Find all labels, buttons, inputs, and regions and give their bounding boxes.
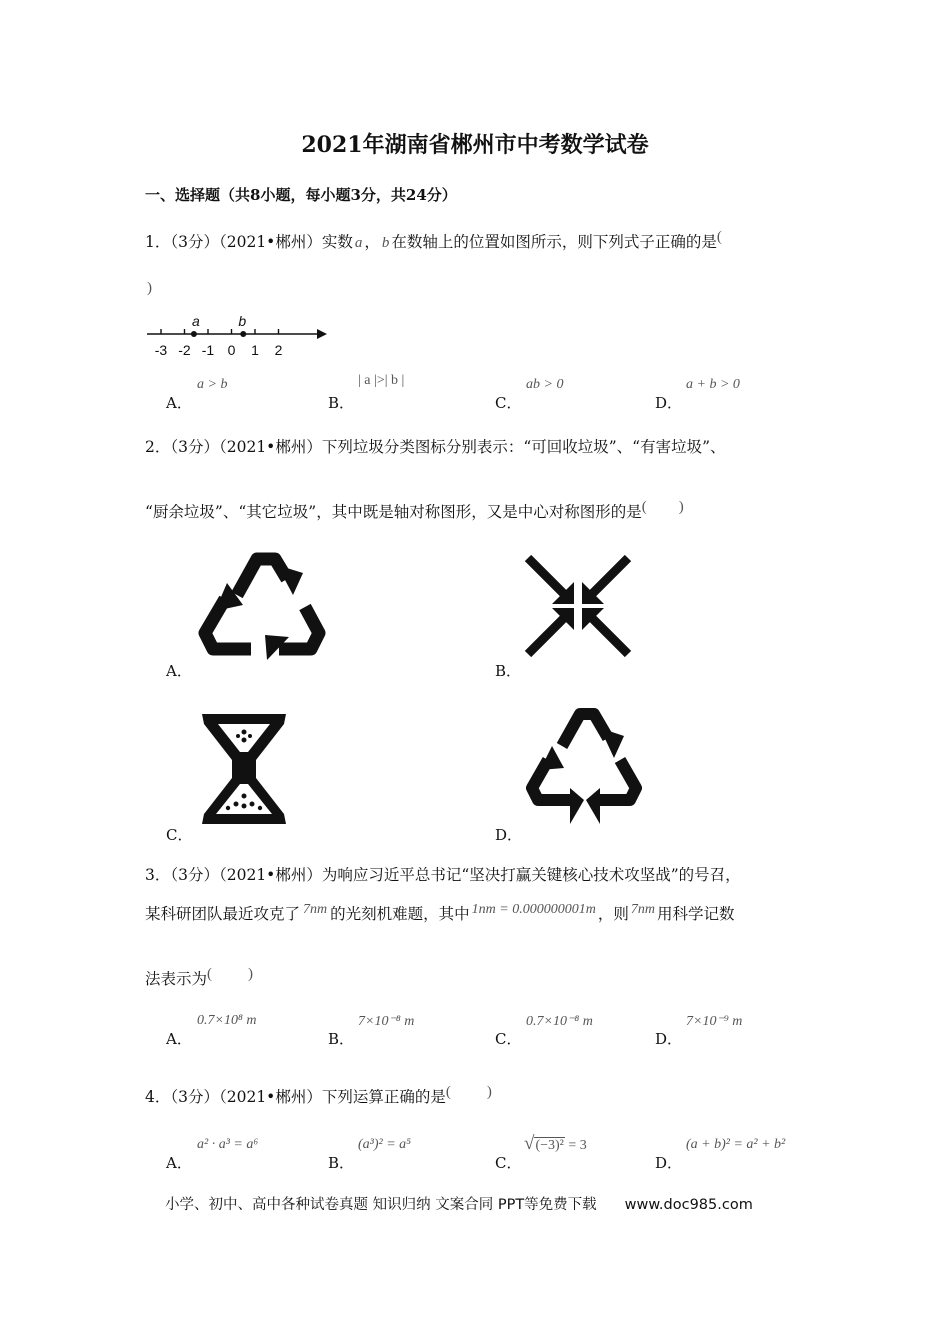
option-b[interactable]: B． [328,394,355,412]
question-text: （3分）（2021•郴州）下列垃圾分类图标分别表示：“可回收垃圾”、“有害垃圾”、 [170,438,726,456]
option-c[interactable]: C． [166,826,193,844]
question-number: 4． [145,1088,171,1106]
option-d[interactable]: D． [495,826,523,844]
option-d-expr: 7×10⁻⁹ m [686,1014,743,1029]
option-d-expr: a + b > 0 [686,377,740,392]
number-line-tick-label: -1 [201,342,215,358]
option-a-expr: 0.7×10⁸ m [197,1013,257,1028]
section-heading: 一、选择题（共8小题，每小题3分，共24分） [145,186,457,204]
option-c-expr: ab > 0 [526,377,564,392]
point-a [191,331,197,337]
footer [165,1193,753,1214]
option-a[interactable]: A． [166,394,192,412]
option-a[interactable]: A． [166,662,192,680]
question-text: （3分）（2021•郴州）实数 [170,233,353,251]
question-number: 3． [145,866,171,884]
option-d[interactable]: D． [655,394,683,412]
option-a-expr: a > b [197,377,228,392]
option-b-expr: | a |>| b | [358,373,405,388]
point-a-label: a [192,313,200,329]
four-arrows-inward-icon [522,552,634,660]
option-c-expr: 0.7×10⁻⁸ m [526,1014,593,1029]
number-line-tick-label: -2 [178,342,191,358]
option-b[interactable]: B． [328,1154,355,1172]
option-b[interactable]: B． [495,662,522,680]
variable-b: b [381,235,390,251]
option-d[interactable]: D． [655,1030,683,1048]
option-c[interactable]: C． [495,1030,522,1048]
number-line-tick-label: 2 [274,342,283,358]
option-b-expr: (a³)² = a⁵ [358,1137,412,1152]
hourglass-icon [198,710,290,828]
question-4: 4．（3分）（2021•郴州）下列运算正确的是( ) [145,1084,492,1106]
option-b[interactable]: B． [328,1030,355,1048]
number-line-tick-label: -3 [154,342,168,358]
answer-paren-close: ) [147,280,152,296]
question-1: 1．（3分）（2021•郴州）实数 a ， b 在数轴上的位置如图所示，则下列式子正确的是( [145,229,722,251]
question-number: 1． [145,233,171,251]
option-c-expr: √(−3)² = 3 [524,1133,587,1154]
question-2-line2: “厨余垃圾”、“其它垃圾”，其中既是轴对称图形，又是中心对称图形的是( ) [145,499,684,521]
triangle-arrows-icon [526,706,642,830]
question-2 [145,436,726,458]
option-a[interactable]: A． [166,1030,192,1048]
page-title: 2021年湖南省郴州市中考数学试卷 [301,132,649,158]
question-text: 在数轴上的位置如图所示，则下列式子正确的是 [391,233,717,251]
answer-paren-open: ( [716,229,722,245]
number-line-tick-label: 1 [251,342,259,358]
option-a[interactable]: A． [166,1154,192,1172]
number-line-arrow [317,329,327,339]
footer-text: 小学、初中、高中各种试卷真题 知识归纳 文案合同 PPT等免费下载 [165,1197,597,1213]
point-b-label: b [238,313,247,329]
option-c[interactable]: C． [495,394,522,412]
option-c[interactable]: C． [495,1154,522,1172]
point-b [240,331,246,337]
variable-a: a [354,235,363,251]
question-3-line3: 法表示为( ) [145,966,254,988]
number-line-tick-label: 0 [227,342,236,358]
option-a-expr: a² · a³ = a⁶ [197,1137,259,1152]
number-line [145,312,335,362]
option-d[interactable]: D． [655,1154,683,1172]
question-3-line2: 某科研团队最近攻克了 7nm 的光刻机难题，其中 1nm = 0.000000001m ，则 7nm 用科学记数 [145,902,735,923]
recycle-triangle-icon [195,545,330,660]
option-b-expr: 7×10⁻⁸ m [358,1014,415,1029]
option-d-expr: (a + b)² = a² + b² [686,1137,786,1152]
question-number: 2． [145,438,171,456]
question-3: 3．（3分）（2021•郴州）为响应习近平总书记“坚决打赢关键核心技术攻坚战”的号召， [145,866,741,884]
footer-url[interactable]: www.doc985.com [624,1197,753,1213]
